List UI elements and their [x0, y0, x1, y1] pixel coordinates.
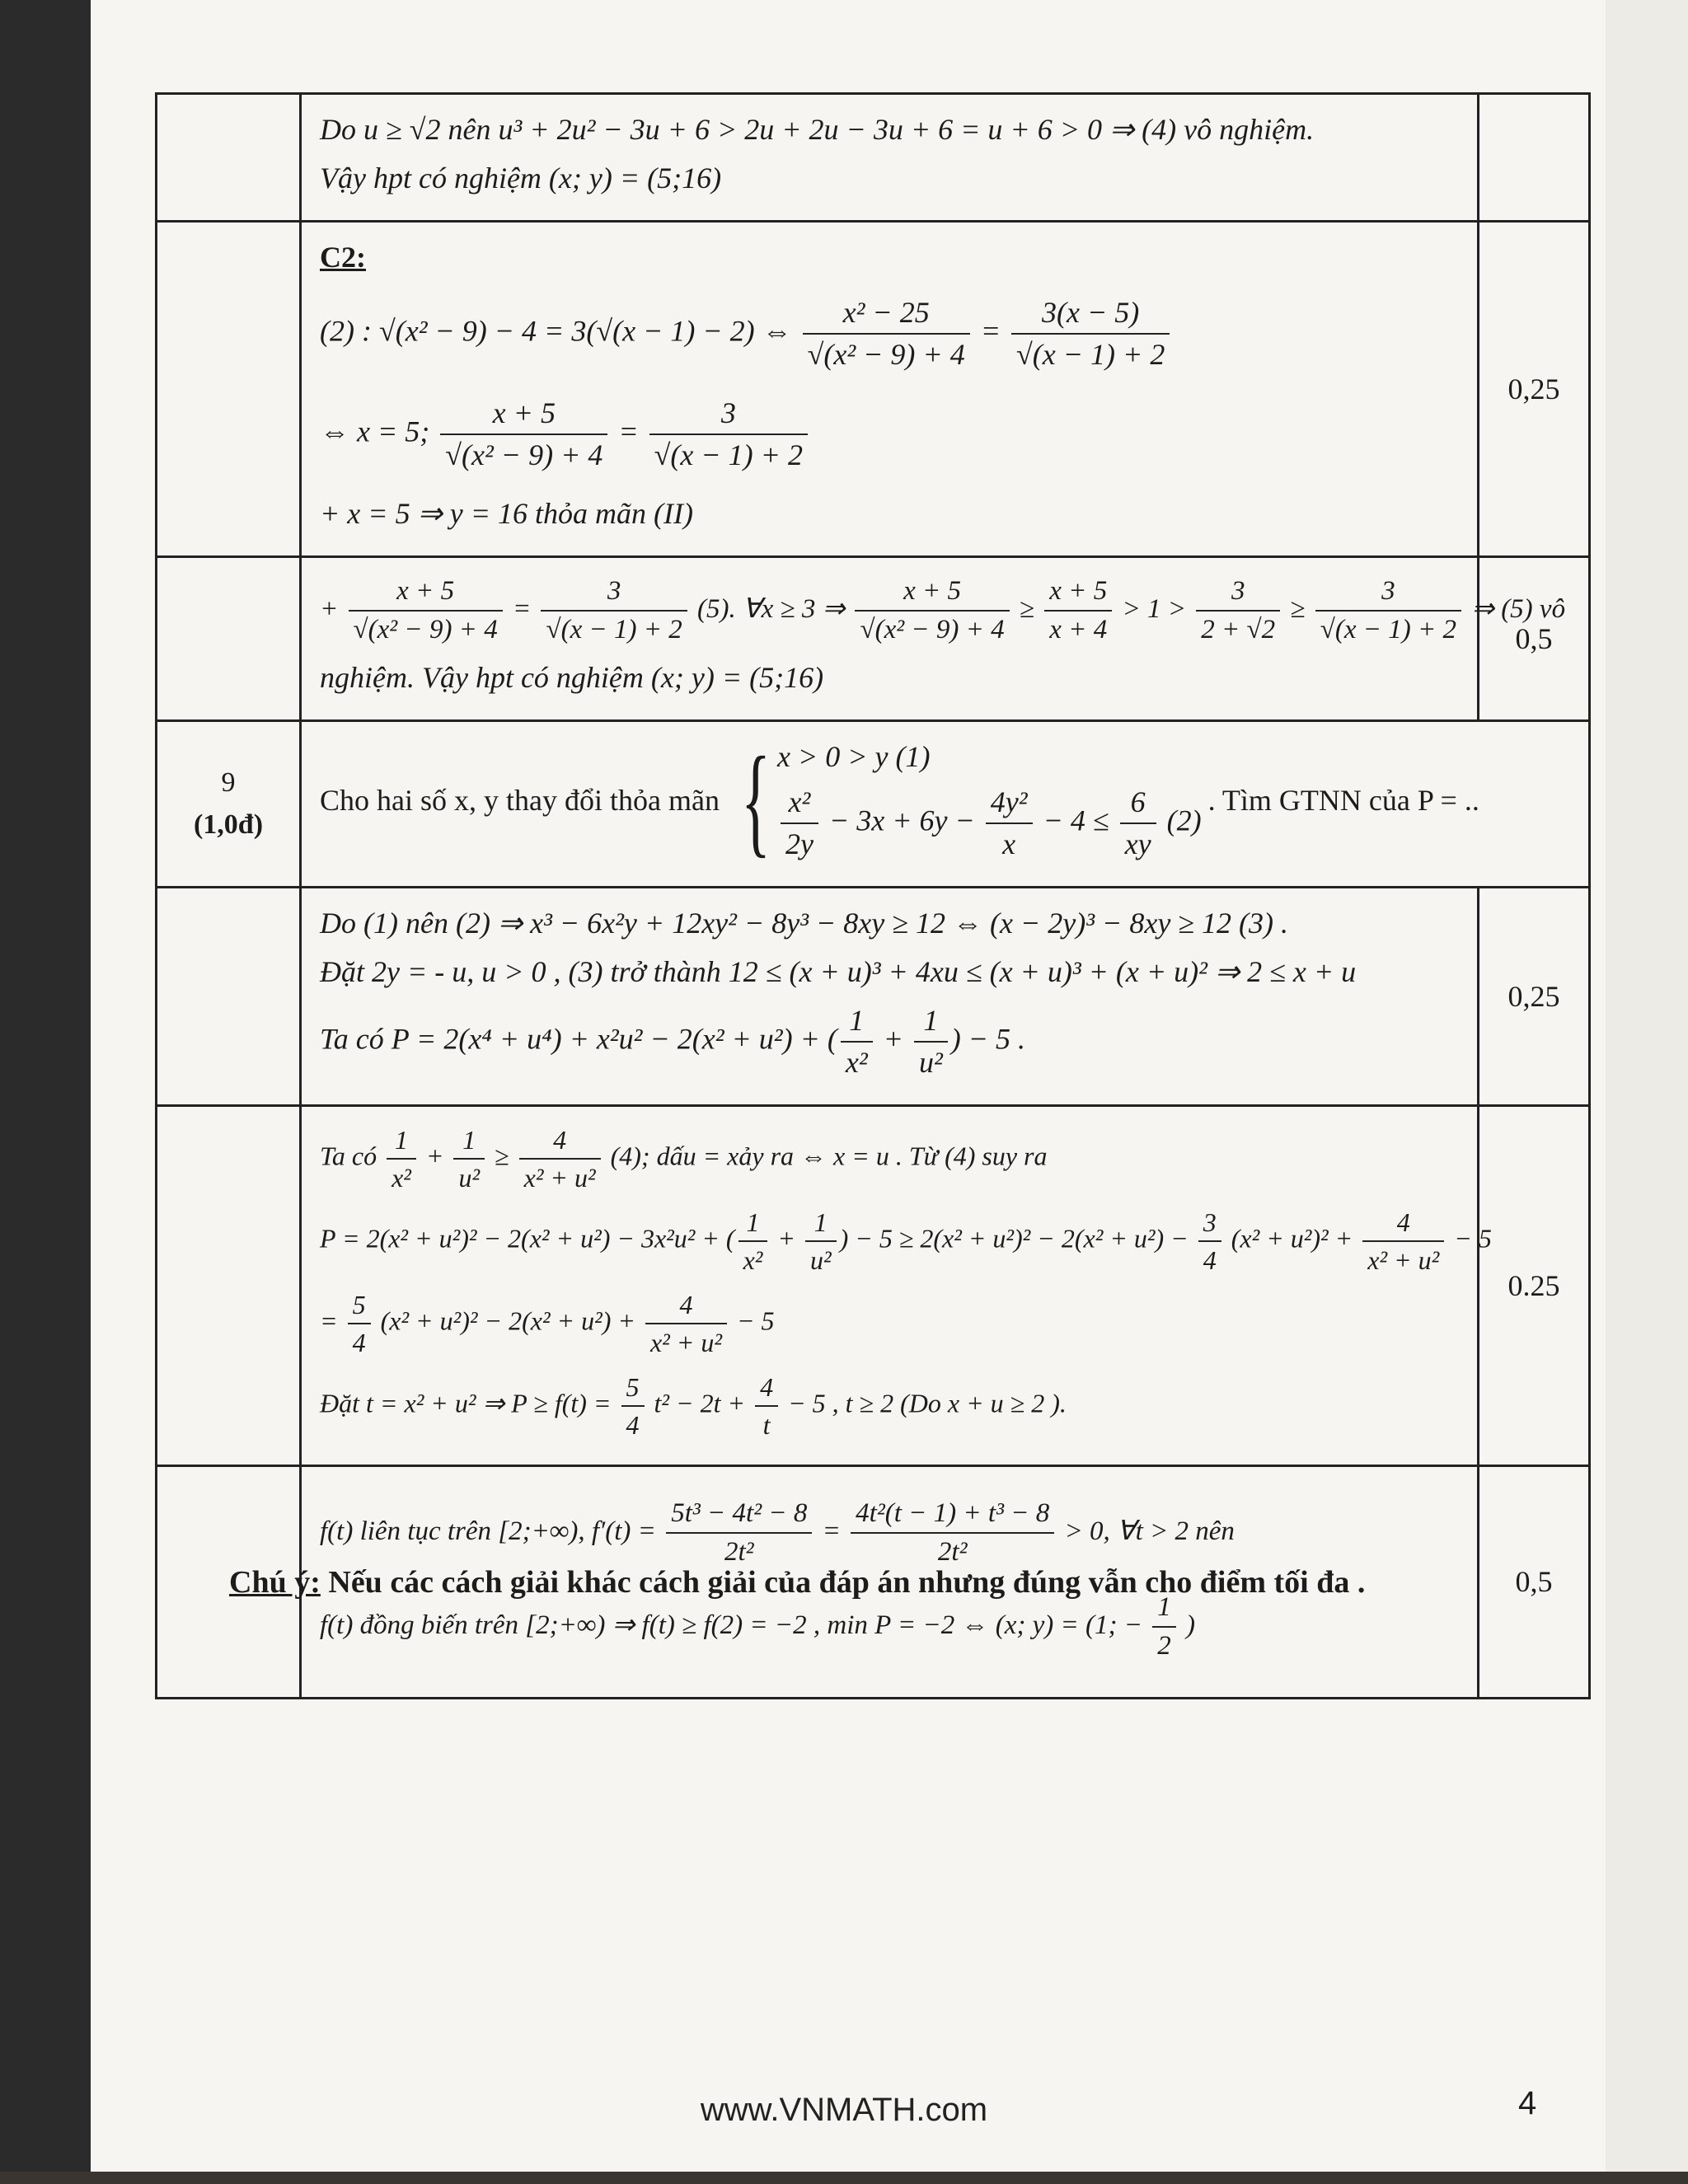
score-cell: 0,25: [1479, 222, 1590, 557]
fraction: [1152, 1591, 1176, 1664]
numerator: 5: [621, 1371, 645, 1407]
numerator: 1: [453, 1123, 485, 1160]
numerator: 5: [348, 1288, 371, 1324]
scan-bottom-edge: [0, 2172, 1688, 2184]
table-row: [157, 887, 1590, 1105]
method-title: C2:: [320, 241, 366, 274]
denominator: √(x − 1) + 2: [1016, 338, 1165, 371]
eq-part: (x² + u²)² − 2(x² + u²) +: [380, 1305, 635, 1335]
statement-text: Cho hai số x, y thay đổi thỏa mãn: [320, 783, 720, 817]
solution-line: [320, 1371, 1459, 1441]
eq-part: =: [320, 1305, 338, 1335]
solution-line: Do u ≥ √2 nên u³ + 2u² − 3u + 6 > 2u + 2u − 3u + 6 = u + 6 > 0 ⇒ (4) vô nghiệm.: [320, 113, 1315, 146]
statement-line: [320, 732, 1570, 869]
question-cell: [157, 94, 301, 222]
numerator: 1: [841, 1002, 873, 1043]
denominator: u²: [458, 1162, 481, 1193]
system-row-2: [777, 784, 1202, 863]
fraction: [1120, 784, 1156, 863]
fraction: [649, 395, 808, 474]
denominator: √(x² − 9) + 4: [860, 615, 1005, 645]
answer-table: [155, 92, 1591, 1699]
eq-part: f(t) liên tục trên [2;+∞), f′(t) =: [320, 1516, 656, 1546]
eq-part: − 5 , t ≥ 2 (Do x + u ≥ 2 ).: [788, 1387, 1067, 1418]
table-row: [157, 720, 1590, 887]
denominator: 2t²: [937, 1536, 968, 1567]
fraction: [519, 1123, 601, 1194]
eq-part: − 5 .: [968, 1021, 1026, 1055]
numerator: 4: [755, 1371, 778, 1407]
numerator: 1: [914, 1002, 948, 1043]
eq-part: (4); dấu = xảy ra ⇔ x = u . Từ (4) suy ra: [610, 1140, 1048, 1170]
fraction: [666, 1497, 812, 1570]
eq-part: (1; −: [1085, 1610, 1143, 1640]
note-text: Nếu các cách giải khác cách giải của đáp án nhưng đúng vẫn cho điểm tối đa .: [320, 1565, 1366, 1600]
eq-part: ≥: [1290, 593, 1306, 624]
eq-part: ): [1186, 1610, 1196, 1640]
scan-left-edge: [0, 0, 91, 2184]
solution-cell: [301, 887, 1479, 1105]
eq-part: Đặt t = x² + u² ⇒ P ≥ f(t) =: [320, 1387, 612, 1418]
numerator: 4: [1362, 1206, 1444, 1242]
fraction: [349, 574, 503, 648]
solution-line: nghiệm. Vậy hpt có nghiệm (x; y) = (5;16): [320, 660, 824, 694]
fraction: [738, 1206, 768, 1277]
score-cell: 0.25: [1479, 1105, 1590, 1465]
inequality-system: [726, 732, 1202, 869]
footer-url: www.VNMATH.com: [700, 2092, 988, 2128]
eq-part: ≥: [1019, 593, 1035, 624]
solution-line: Đặt 2y = - u, u > 0 , (3) trở thành 12 ≤ (x + u)³ + 4xu ≤ (x + u)³ + (x + u)² ⇒ 2 ≤ x + u: [320, 954, 1357, 988]
fraction: [1198, 1206, 1221, 1277]
eq-part: P = 2(x² + u²)² − 2(x² + u²) − 3x²u² +: [320, 1222, 720, 1253]
eq-part: ⇒ (5) vô: [1471, 593, 1566, 624]
fraction: [1315, 574, 1461, 648]
eq-part: f(t) đồng biến trên [2;+∞) ⇒ f(t) ≥ f(2) = −2 , min P = −2 ⇔ (x; y) =: [320, 1610, 1079, 1640]
eq-part: =: [980, 314, 1001, 348]
denominator: x + 4: [1049, 615, 1108, 645]
eq-part: +: [320, 593, 339, 624]
numerator: x² − 25: [803, 294, 970, 335]
numerator: 6: [1120, 784, 1156, 824]
question-statement: [301, 720, 1590, 887]
fraction: [645, 1288, 727, 1359]
denominator: √(x − 1) + 2: [546, 615, 682, 645]
fraction: [348, 1288, 371, 1359]
solution-line: Vậy hpt có nghiệm (x; y) = (5;16): [320, 162, 722, 194]
numerator: 3: [541, 574, 687, 612]
eq-part: t² − 2t +: [654, 1387, 746, 1418]
fraction: [387, 1123, 416, 1194]
numerator: 1: [387, 1123, 416, 1160]
denominator: 2 + √2: [1201, 615, 1276, 645]
denominator: u²: [809, 1244, 832, 1275]
eq-part: Ta có: [320, 1140, 377, 1170]
numerator: 4: [645, 1288, 727, 1324]
fraction: [1044, 574, 1112, 648]
fraction: [541, 574, 687, 648]
denominator: √(x − 1) + 2: [1320, 615, 1457, 645]
question-cell: [157, 720, 301, 887]
fraction: [841, 1002, 873, 1081]
fraction: [781, 784, 818, 863]
numerator: 1: [738, 1206, 768, 1242]
denominator: x: [1002, 827, 1016, 860]
eq-part: =: [822, 1516, 841, 1546]
eq-part: +: [425, 1140, 444, 1170]
eq-part: > 0, ∀t > 2 nên: [1064, 1516, 1235, 1546]
denominator: 4: [1203, 1244, 1217, 1275]
eq-part: ⇔ x = 5;: [320, 415, 430, 448]
fraction: [851, 1497, 1054, 1570]
solution-line: [320, 395, 1459, 474]
denominator: x² + u²: [649, 1327, 722, 1357]
question-cell: [157, 222, 301, 557]
note: [229, 1564, 1365, 1601]
denominator: x²: [845, 1045, 868, 1079]
eq-part: (2): [1166, 803, 1202, 837]
denominator: x² + u²: [523, 1162, 596, 1193]
note-label: Chú ý:: [229, 1565, 321, 1600]
fraction: [1011, 294, 1170, 373]
numerator: 4y²: [986, 784, 1033, 824]
score-cell: [1479, 94, 1590, 222]
fraction: [440, 395, 607, 474]
denominator: t: [762, 1409, 771, 1440]
eq-part: − 5: [736, 1305, 775, 1335]
numerator: 1: [805, 1206, 837, 1242]
denominator: x² + u²: [1367, 1244, 1440, 1275]
table-row: [157, 1105, 1590, 1465]
solution-line: Ta có P = 2(x⁴ + u⁴) + x²u² − 2(x² + u²) + ( $\frac{1}{\text{x²}}$ + $\frac{1}{\text{u²}}$ ) − 5 .: [320, 1002, 1459, 1081]
statement-text: . Tìm GTNN của P = ..: [1207, 783, 1479, 817]
eq-part: − 5: [1454, 1222, 1492, 1253]
fraction: [1362, 1206, 1444, 1277]
eq-part: (5). ∀x ≥ 3 ⇒: [697, 593, 846, 624]
score-cell: 0,5: [1479, 557, 1590, 721]
denominator: 4: [626, 1409, 640, 1440]
fraction: [805, 1206, 837, 1277]
denominator: 2t²: [724, 1536, 754, 1567]
eq-part: − 5 ≥ 2(x² + u²)² − 2(x² + u²) −: [855, 1222, 1189, 1253]
brace: {: [740, 732, 771, 869]
eq-part: − 4 ≤: [1043, 803, 1109, 837]
solution-line: Do (1) nên (2) ⇒ x³ − 6x²y + 12xy² − 8y³ − 8xy ≥ 12 ⇔ (x − 2y)³ − 8xy ≥ 12 (3) .: [320, 906, 1289, 940]
eq-part: =: [618, 415, 639, 448]
solution-cell: [301, 94, 1479, 222]
numerator: x + 5: [349, 574, 503, 612]
numerator: 3: [1315, 574, 1461, 612]
fraction: [621, 1371, 645, 1441]
eq-part: Ta có P = 2(x⁴ + u⁴) + x²u² − 2(x² + u²) +: [320, 1021, 820, 1055]
denominator: 2y: [785, 827, 814, 860]
numerator: x + 5: [440, 395, 607, 435]
fraction: [1196, 574, 1280, 648]
denominator: xy: [1124, 827, 1151, 860]
fraction: [986, 784, 1033, 863]
denominator: √(x² − 9) + 4: [353, 615, 498, 645]
numerator: x + 5: [1044, 574, 1112, 612]
eq-part: ≥: [495, 1140, 509, 1170]
question-points: (1,0đ): [193, 809, 264, 840]
denominator: 4: [352, 1327, 366, 1357]
numerator: 3: [1198, 1206, 1221, 1242]
question-number: 9: [221, 767, 236, 798]
fraction: [755, 1371, 778, 1441]
denominator: 2: [1157, 1631, 1171, 1661]
solution-line: [320, 1288, 1459, 1359]
denominator: √(x² − 9) + 4: [807, 338, 965, 371]
fraction: [453, 1123, 485, 1194]
solution-cell: [301, 1105, 1492, 1465]
numerator: 3: [1196, 574, 1280, 612]
system-row-1: x > 0 > y (1): [776, 739, 931, 773]
solution-line: + x = 5 ⇒ y = 16 thỏa mãn (II): [320, 497, 693, 530]
eq-part: (x² + u²)² +: [1231, 1222, 1353, 1253]
eq-part: − 3x + 6y −: [828, 803, 975, 837]
fraction: [914, 1002, 948, 1081]
eq-part: +: [883, 1021, 903, 1055]
eq-part: +: [777, 1222, 795, 1253]
denominator: x²: [743, 1244, 763, 1275]
denominator: √(x² − 9) + 4: [445, 438, 603, 471]
solution-line: P = 2(x² + u²)² − 2(x² + u²) − 3x²u² + ( $\frac{1}{\text{x²}}$ + $\frac{1}{\text{u²}}$ ) − 5 ≥ 2(x² + u²)² − 2(x² + u²) − $\frac{3}{4}$ (x² + u²)² + $\frac{4}{\text{x² + u²}}$ − 5: [320, 1207, 1492, 1275]
system-rows: [777, 738, 1202, 863]
eq-part: > 1 >: [1122, 593, 1186, 624]
denominator: u²: [918, 1045, 943, 1079]
solution-line: [320, 1497, 1459, 1570]
question-cell: [157, 557, 301, 721]
table-row: [157, 222, 1590, 557]
fraction: [803, 294, 970, 373]
numerator: x + 5: [855, 574, 1009, 612]
table-row: [157, 557, 1590, 721]
question-cell: [157, 1105, 301, 1465]
solution-line: [320, 294, 1459, 373]
table-row: [157, 94, 1590, 222]
question-cell: [157, 887, 301, 1105]
denominator: x²: [392, 1162, 411, 1193]
numerator: 4t²(t − 1) + t³ − 8: [851, 1497, 1054, 1534]
eq-part: (2) : √(x² − 9) − 4 = 3(√(x − 1) − 2) ⇔: [320, 314, 792, 348]
solution-line: [320, 1123, 1459, 1194]
solution-line: [320, 1591, 1459, 1664]
score-cell: 0,5: [1479, 1465, 1590, 1698]
numerator: x²: [781, 784, 818, 824]
numerator: 4: [519, 1123, 601, 1160]
numerator: 1: [1152, 1591, 1176, 1628]
numerator: 3: [649, 395, 808, 435]
fraction: [855, 574, 1009, 648]
solution-cell: [301, 222, 1479, 557]
eq-part: =: [512, 593, 532, 624]
score-cell: 0,25: [1479, 887, 1590, 1105]
numerator: 5t³ − 4t² − 8: [666, 1497, 812, 1534]
page-number: 4: [1518, 2085, 1537, 2121]
numerator: 3(x − 5): [1011, 294, 1170, 335]
denominator: √(x − 1) + 2: [654, 438, 803, 471]
